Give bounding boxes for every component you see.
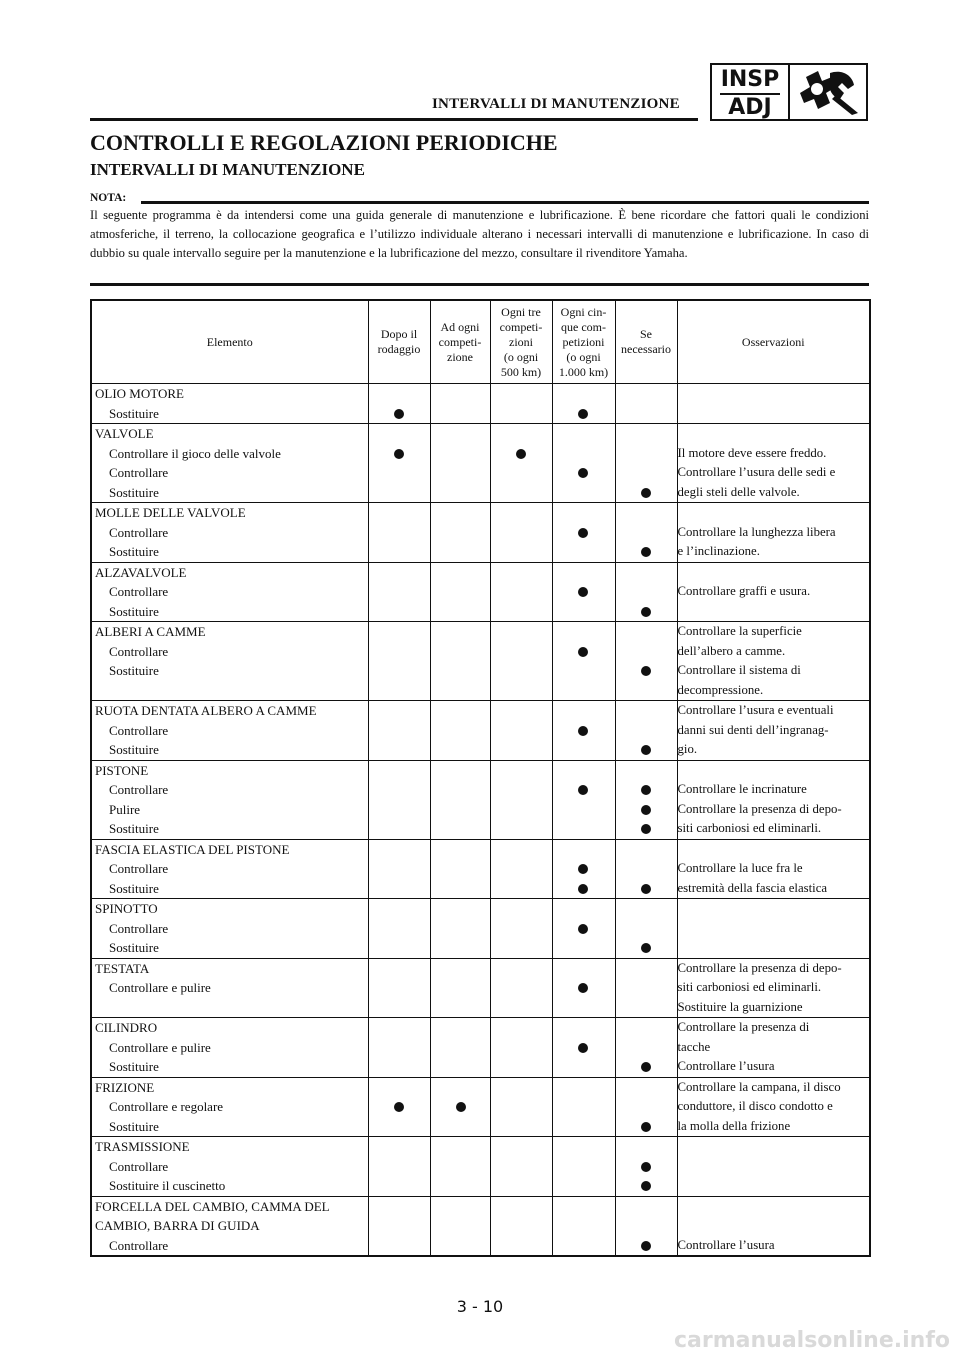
schedule-dot-icon <box>394 449 404 459</box>
interval-cell <box>490 1196 552 1256</box>
schedule-dot-icon <box>578 1043 588 1053</box>
interval-cell <box>615 622 677 701</box>
interval-cell <box>552 839 615 899</box>
nota-label: NOTA: <box>90 192 127 204</box>
column-header-line: (o ogni <box>566 349 601 364</box>
badge-bottom-text: ADJ <box>728 95 772 120</box>
element-group-title: TESTATA <box>95 960 150 976</box>
table-row <box>91 839 870 899</box>
interval-cell <box>368 424 430 503</box>
schedule-dot-icon <box>394 409 404 419</box>
wrench-icon <box>792 67 866 117</box>
element-cell <box>91 1077 368 1137</box>
interval-cell <box>615 899 677 959</box>
element-cell <box>91 1018 368 1078</box>
interval-cell <box>552 622 615 701</box>
observations-cell <box>677 1196 870 1256</box>
observation-line: Controllare l’usura delle sedi e <box>677 465 836 479</box>
element-item-label: Controllare <box>109 1158 169 1174</box>
watermark: carmanualsonline.info <box>674 1328 950 1353</box>
element-item-label: Controllare <box>109 643 169 659</box>
interval-cell <box>615 839 677 899</box>
interval-cell <box>430 622 490 701</box>
element-item-label: Controllare e pulire <box>109 980 211 995</box>
schedule-dot-icon <box>578 983 588 993</box>
interval-cell <box>490 760 552 839</box>
interval-cell <box>552 760 615 839</box>
schedule-dot-icon <box>578 726 588 736</box>
table-row <box>91 1196 870 1256</box>
interval-cell <box>368 1137 430 1197</box>
element-item-label: Controllare <box>109 920 169 936</box>
column-header <box>677 300 870 384</box>
interval-cell <box>430 701 490 761</box>
interval-cell <box>368 562 430 622</box>
observations-cell <box>677 562 870 622</box>
column-header <box>430 300 490 384</box>
schedule-dot-icon <box>578 647 588 657</box>
schedule-dot-icon <box>516 449 526 459</box>
element-group-title: ALZAVALVOLE <box>95 564 187 580</box>
interval-cell <box>490 958 552 1018</box>
column-header-line: Osservazioni <box>741 334 805 349</box>
table-row <box>91 899 870 959</box>
interval-cell <box>368 839 430 899</box>
table-body <box>91 384 870 1257</box>
element-group-title: TRASMISSIONE <box>95 1139 190 1154</box>
interval-cell <box>552 899 615 959</box>
observation-line: Controllare il sistema di <box>677 663 801 677</box>
column-header-line: Dopo il <box>380 327 418 341</box>
interval-cell <box>368 899 430 959</box>
interval-cell <box>490 384 552 424</box>
element-group-title: MOLLE DELLE VALVOLE <box>95 505 246 520</box>
interval-cell <box>368 622 430 701</box>
section-header-title: INTERVALLI DI MANUTENZIONE <box>432 96 680 112</box>
interval-cell <box>552 1018 615 1078</box>
interval-cell <box>490 839 552 899</box>
interval-cell <box>368 1077 430 1137</box>
interval-cell <box>615 384 677 424</box>
element-item-label: Sostituire <box>109 821 159 836</box>
observations-cell <box>677 760 870 839</box>
element-group-title: RUOTA DENTATA ALBERO A CAMME <box>95 703 317 718</box>
column-header-line: rodaggio <box>377 342 421 356</box>
insp-adj-badge <box>710 63 868 121</box>
maintenance-table <box>90 299 871 1257</box>
interval-cell <box>552 1077 615 1137</box>
observation-line: Controllare la presenza di <box>677 1020 810 1034</box>
schedule-dot-icon <box>641 785 651 795</box>
interval-cell <box>430 1137 490 1197</box>
element-cell <box>91 760 368 839</box>
interval-cell <box>430 760 490 839</box>
element-group-title: PISTONE <box>95 762 149 778</box>
element-group-title: VALVOLE <box>95 426 154 441</box>
schedule-dot-icon <box>641 666 651 676</box>
interval-cell <box>615 1018 677 1078</box>
interval-cell <box>430 384 490 424</box>
schedule-dot-icon <box>578 468 588 478</box>
observations-cell <box>677 839 870 899</box>
interval-cell <box>368 760 430 839</box>
element-item-label: Sostituire <box>109 405 159 421</box>
element-item-label: Controllare e pulire <box>109 1039 211 1055</box>
element-item-label: Controllare <box>109 722 169 738</box>
page-subtitle: INTERVALLI DI MANUTENZIONE <box>90 160 365 179</box>
element-cell <box>91 384 368 424</box>
column-header-line: 1.000 km) <box>558 364 609 379</box>
element-group-title: OLIO MOTORE <box>95 386 184 401</box>
observation-line: conduttore, il disco condotto e <box>677 1099 833 1113</box>
observations-cell <box>677 1137 870 1197</box>
interval-cell <box>615 701 677 761</box>
element-group-title: CILINDRO <box>95 1020 158 1035</box>
schedule-dot-icon <box>456 1102 466 1112</box>
interval-cell <box>552 958 615 1018</box>
observation-line: Controllare la campana, il disco <box>677 1079 841 1094</box>
interval-cell <box>368 701 430 761</box>
observation-line: Controllare la presenza di depo- <box>677 801 842 816</box>
schedule-dot-icon <box>578 528 588 538</box>
interval-cell <box>368 503 430 563</box>
column-header <box>91 300 368 384</box>
column-header-line: Ogni cin- <box>560 304 607 319</box>
column-header-line: Elemento <box>206 334 253 349</box>
schedule-dot-icon <box>641 547 651 557</box>
interval-cell <box>615 760 677 839</box>
observations-cell <box>677 701 870 761</box>
interval-cell <box>615 562 677 622</box>
table-row <box>91 1018 870 1078</box>
table-header-row <box>91 300 870 384</box>
element-group-title: FORCELLA DEL CAMBIO, CAMMA DEL <box>95 1198 330 1214</box>
table-row <box>91 701 870 761</box>
interval-cell <box>552 384 615 424</box>
page-title: CONTROLLI E REGOLAZIONI PERIODICHE <box>90 130 558 155</box>
observation-line: la molla della frizione <box>677 1118 791 1133</box>
element-item-label: Controllare <box>109 465 169 480</box>
element-group-title: SPINOTTO <box>95 901 158 916</box>
element-group-title: ALBERI A CAMME <box>95 624 206 639</box>
table-row <box>91 562 870 622</box>
element-group-title: CAMBIO, BARRA DI GUIDA <box>95 1218 260 1233</box>
column-header-line: zioni <box>509 334 533 349</box>
column-header-line: necessario <box>621 342 671 356</box>
interval-cell <box>552 701 615 761</box>
interval-cell <box>615 1196 677 1256</box>
observation-line: decompressione. <box>677 682 764 697</box>
interval-cell <box>490 899 552 959</box>
element-item-label: Controllare <box>109 861 169 876</box>
element-item-label: Sostituire <box>109 940 159 955</box>
element-item-label: Controllare e regolare <box>109 1099 224 1114</box>
element-item-label: Sostituire <box>109 742 159 757</box>
interval-cell <box>430 899 490 959</box>
observation-line: estremità della fascia elastica <box>677 880 828 895</box>
schedule-dot-icon <box>394 1102 404 1112</box>
column-header-line: petizioni <box>562 334 605 349</box>
observation-line: danni sui denti dell’ingranag- <box>677 722 829 737</box>
observation-line: degli steli delle valvole. <box>677 484 800 499</box>
interval-cell <box>490 503 552 563</box>
element-item-label: Controllare <box>109 1237 169 1253</box>
interval-cell <box>615 958 677 1018</box>
table-row <box>91 424 870 503</box>
observation-line: dell’albero a camme. <box>677 643 786 658</box>
observations-cell <box>677 424 870 503</box>
table-row <box>91 384 870 424</box>
schedule-dot-icon <box>641 745 651 755</box>
table-row <box>91 958 870 1018</box>
element-item-label: Controllare <box>109 524 169 540</box>
table-row <box>91 1077 870 1137</box>
element-item-label: Sostituire il cuscinetto <box>109 1178 226 1193</box>
interval-cell <box>430 958 490 1018</box>
table-row <box>91 622 870 701</box>
element-item-label: Sostituire <box>109 603 159 619</box>
table-row <box>91 760 870 839</box>
schedule-dot-icon <box>578 587 588 597</box>
column-header-line: Se <box>640 327 652 341</box>
header-rule <box>90 118 698 121</box>
interval-cell <box>552 503 615 563</box>
table-row <box>91 1137 870 1197</box>
interval-cell <box>430 562 490 622</box>
element-group-title: FASCIA ELASTICA DEL PISTONE <box>95 841 290 857</box>
element-cell <box>91 958 368 1018</box>
interval-cell <box>368 384 430 424</box>
column-header-line: zione <box>447 349 473 364</box>
interval-cell <box>552 1137 615 1197</box>
observation-line: Controllare la luce fra le <box>677 861 803 875</box>
column-header-line: competi- <box>438 334 482 349</box>
element-item-label: Sostituire <box>109 1059 159 1074</box>
observation-line: Controllare la superficie <box>677 624 802 638</box>
element-cell <box>91 562 368 622</box>
schedule-dot-icon <box>641 805 651 815</box>
interval-cell <box>490 424 552 503</box>
element-cell <box>91 503 368 563</box>
interval-cell <box>430 1018 490 1078</box>
schedule-dot-icon <box>641 607 651 617</box>
observation-line: tacche <box>677 1039 711 1054</box>
badge-text <box>712 65 790 119</box>
nota-text: Il seguente programma è da intendersi come una guida generale di manutenzione e lubrificazione. È bene ricordare che fattori quali le condizioni atmosferiche, il terreno, la collocazione geografica e l’utilizzo individuale alterano i necessari intervalli di manutenzione e lubrificazione. In caso di dubbio su quale intervallo seguire per la manutenzione e la lubrificazione del mezzo, consultare il rivenditore Yamaha. <box>90 208 869 260</box>
element-item-label: Controllare il gioco delle valvole <box>109 445 281 461</box>
element-cell <box>91 839 368 899</box>
element-item-label: Sostituire <box>109 663 159 678</box>
observation-line: Controllare la lunghezza libera <box>677 524 836 539</box>
observation-line: Sostituire la guarnizione <box>677 999 803 1014</box>
schedule-dot-icon <box>641 1241 651 1251</box>
table-row <box>91 503 870 563</box>
observation-line: siti carboniosi ed eliminarli. <box>677 980 822 994</box>
observations-cell <box>677 503 870 563</box>
observations-cell <box>677 622 870 701</box>
interval-cell <box>552 424 615 503</box>
schedule-dot-icon <box>641 884 651 894</box>
element-cell <box>91 424 368 503</box>
schedule-dot-icon <box>578 864 588 874</box>
element-item-label: Sostituire <box>109 1118 159 1134</box>
interval-cell <box>368 958 430 1018</box>
interval-cell <box>490 1077 552 1137</box>
interval-cell <box>615 1077 677 1137</box>
element-item-label: Pulire <box>109 801 141 817</box>
nota-bottom-rule <box>90 283 869 286</box>
element-item-label: Sostituire <box>109 544 159 559</box>
column-header <box>368 300 430 384</box>
element-item-label: Controllare <box>109 782 169 797</box>
element-item-label <box>92 998 368 1018</box>
interval-cell <box>490 1018 552 1078</box>
observation-line: Controllare graffi e usura. <box>677 584 811 598</box>
page-number: 3 - 10 <box>456 1297 504 1316</box>
schedule-dot-icon <box>641 943 651 953</box>
observation-line: gio. <box>677 742 698 756</box>
interval-cell <box>490 701 552 761</box>
schedule-dot-icon <box>641 1062 651 1072</box>
interval-cell <box>552 562 615 622</box>
schedule-dot-icon <box>578 785 588 795</box>
observations-cell <box>677 958 870 1018</box>
interval-cell <box>615 503 677 563</box>
element-item-label: Controllare <box>109 584 169 599</box>
element-cell <box>91 899 368 959</box>
interval-cell <box>430 424 490 503</box>
interval-cell <box>615 1137 677 1197</box>
interval-cell <box>430 839 490 899</box>
observation-line: siti carboniosi ed eliminarli. <box>677 821 822 835</box>
element-cell <box>91 1137 368 1197</box>
interval-cell <box>430 503 490 563</box>
interval-cell <box>490 562 552 622</box>
observation-line: Controllare le incrinature <box>677 782 807 796</box>
element-cell <box>91 622 368 701</box>
schedule-dot-icon <box>578 409 588 419</box>
element-group-title: FRIZIONE <box>95 1079 155 1095</box>
column-header-line: Ad ogni <box>440 319 480 334</box>
column-header <box>490 300 552 384</box>
observations-cell <box>677 1018 870 1078</box>
interval-cell <box>430 1196 490 1256</box>
interval-cell <box>490 1137 552 1197</box>
interval-cell <box>615 424 677 503</box>
interval-cell <box>368 1196 430 1256</box>
column-header <box>552 300 615 384</box>
observation-line: Controllare la presenza di depo- <box>677 960 842 975</box>
schedule-dot-icon <box>641 1122 651 1132</box>
element-cell <box>91 701 368 761</box>
interval-cell <box>368 1018 430 1078</box>
column-header-line: que com- <box>561 319 606 334</box>
schedule-dot-icon <box>641 824 651 834</box>
badge-top-text: INSP <box>720 67 780 92</box>
nota-rule <box>141 201 869 204</box>
column-header-line: 500 km) <box>500 364 542 379</box>
element-item-label: Sostituire <box>109 880 159 896</box>
schedule-dot-icon <box>641 488 651 498</box>
observation-line: Il motore deve essere freddo. <box>677 445 827 460</box>
interval-cell <box>552 1196 615 1256</box>
interval-cell <box>430 1077 490 1137</box>
schedule-dot-icon <box>641 1181 651 1191</box>
element-item-label: Sostituire <box>109 484 159 500</box>
schedule-dot-icon <box>578 884 588 894</box>
observation-line: Controllare l’usura <box>677 1237 775 1252</box>
interval-cell <box>490 622 552 701</box>
observations-cell <box>677 384 870 424</box>
schedule-dot-icon <box>578 924 588 934</box>
column-header <box>615 300 677 384</box>
column-header-line: competi- <box>499 319 543 334</box>
observation-line: Controllare l’usura <box>677 1059 775 1073</box>
observations-cell <box>677 899 870 959</box>
schedule-dot-icon <box>641 1162 651 1172</box>
element-cell <box>91 1196 368 1256</box>
column-header-line: Ogni tre <box>501 304 541 319</box>
observation-line: Controllare l’usura e eventuali <box>677 703 834 717</box>
observations-cell <box>677 1077 870 1137</box>
column-header-line: (o ogni <box>503 349 539 364</box>
observation-line: e l’inclinazione. <box>677 544 760 558</box>
